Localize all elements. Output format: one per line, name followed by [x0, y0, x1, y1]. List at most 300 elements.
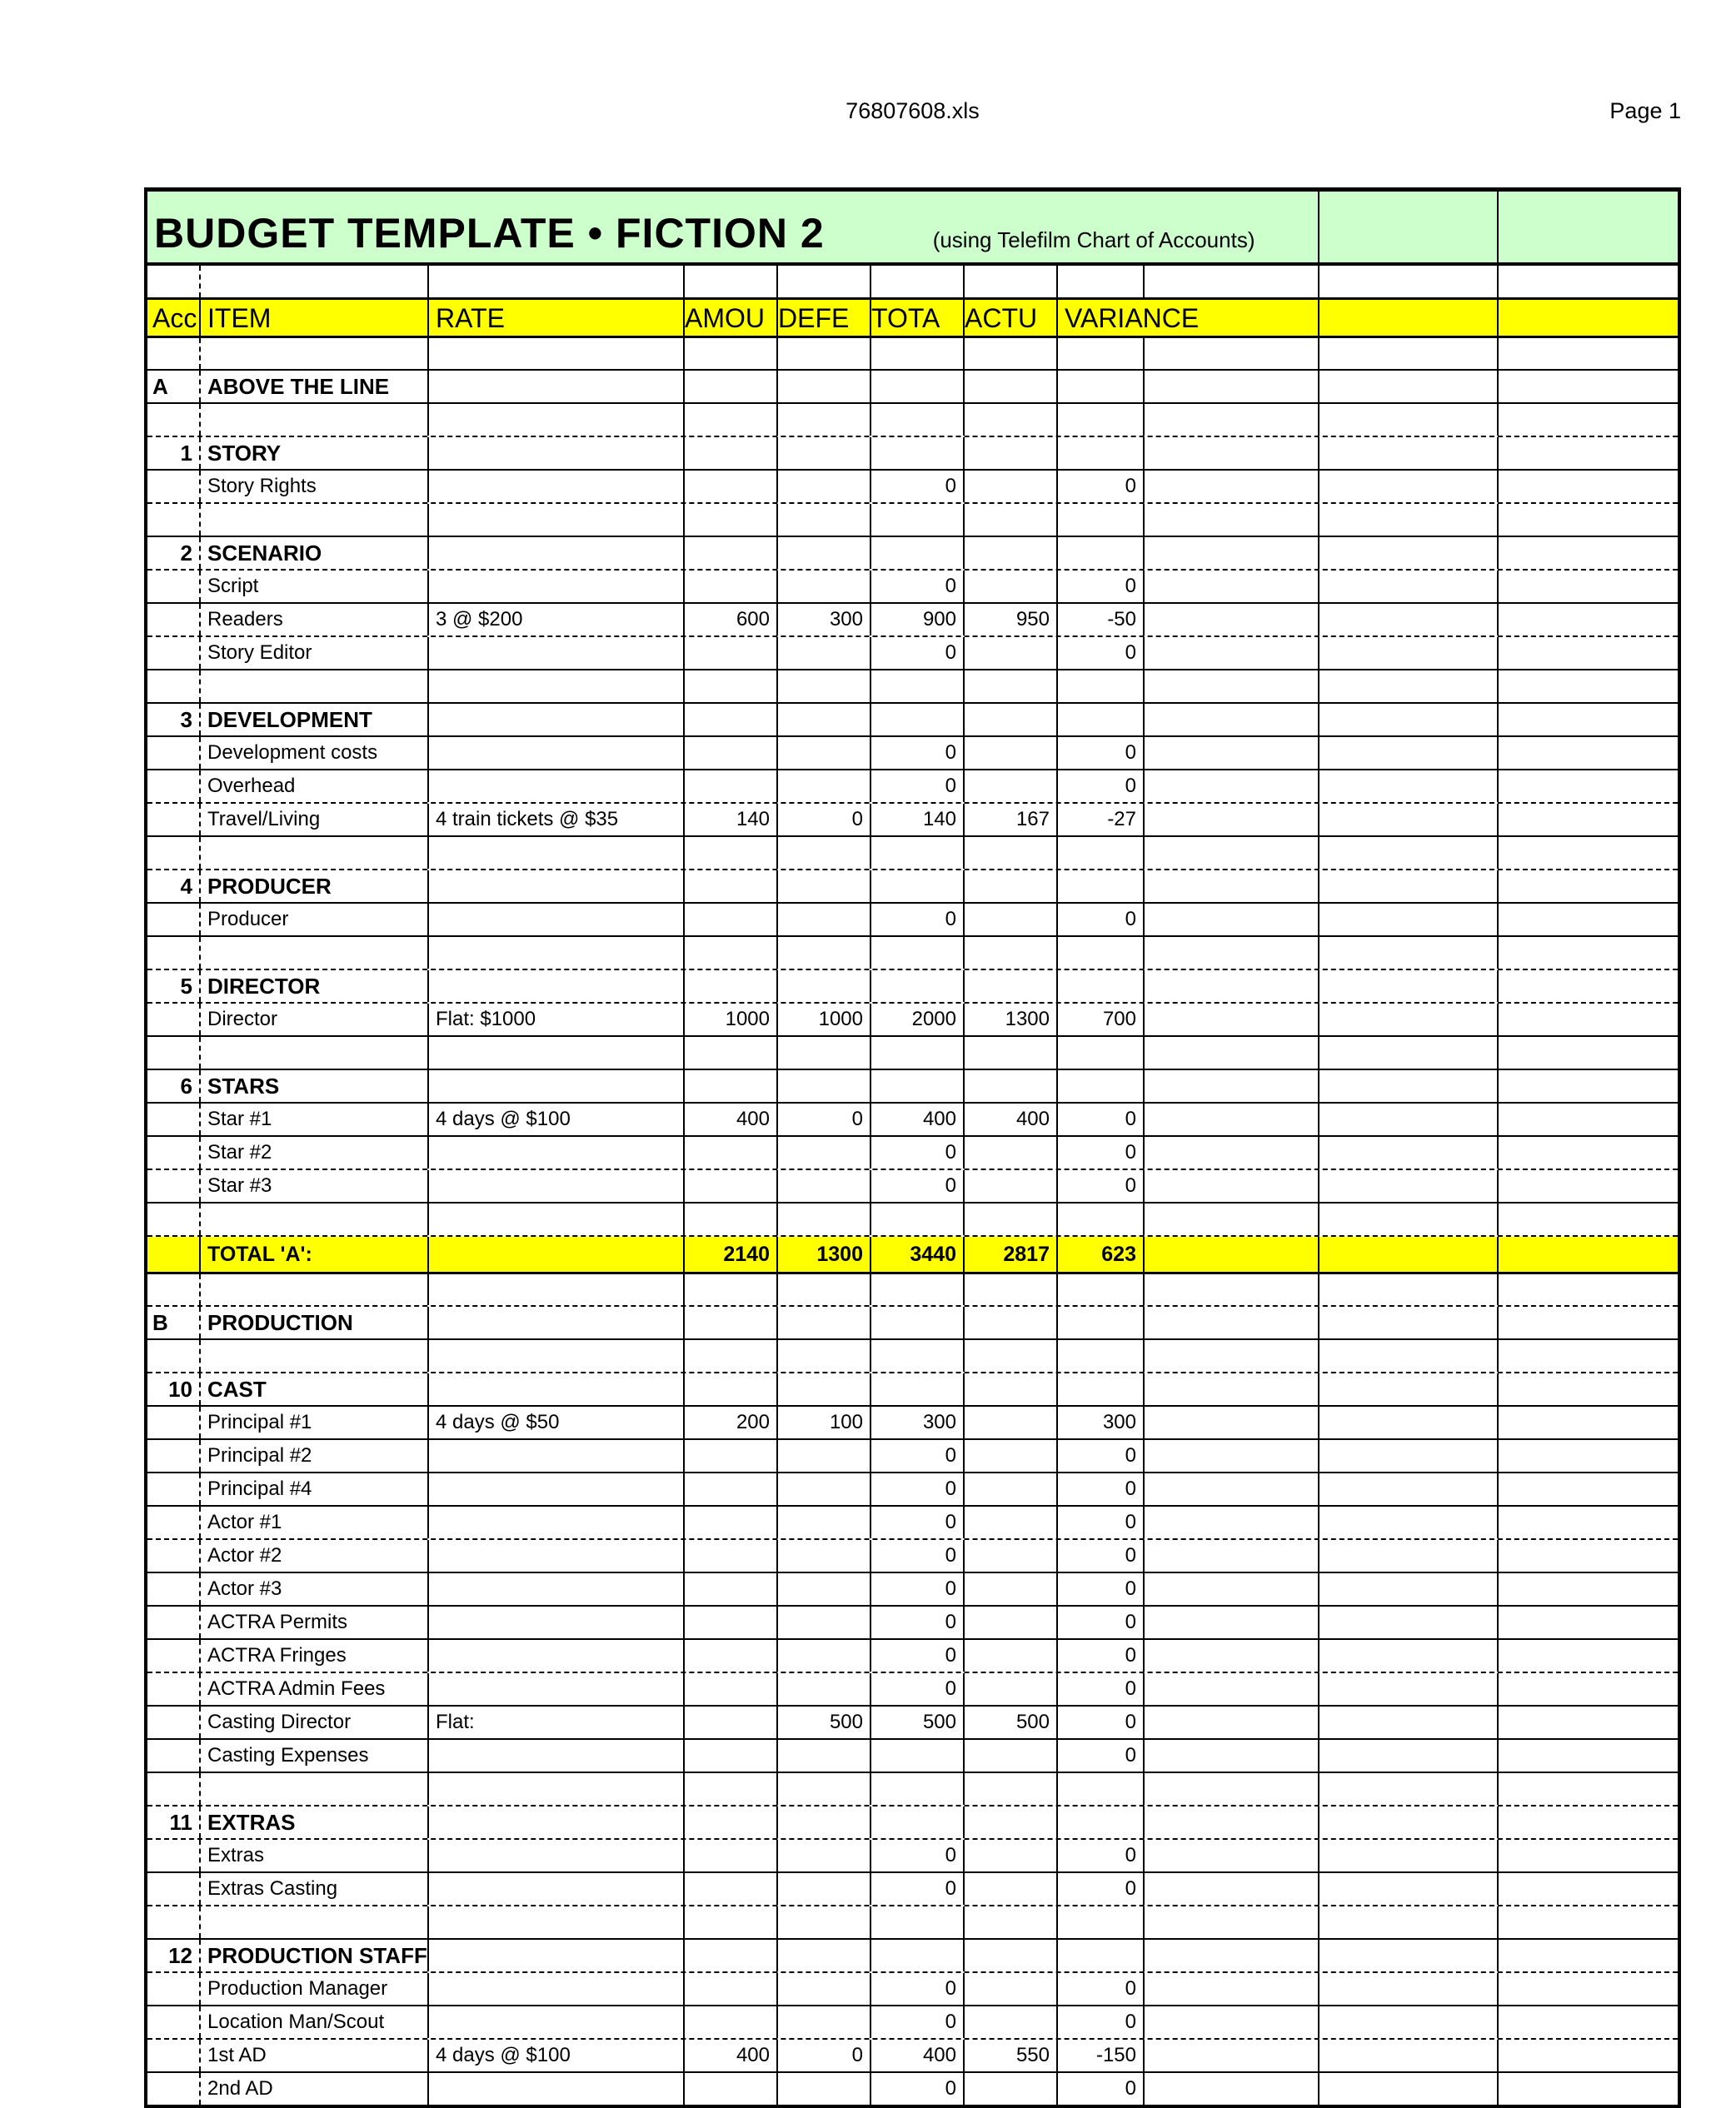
empty-cell — [1499, 404, 1678, 436]
cell-variance: 0 — [1058, 2006, 1145, 2038]
cell-amount — [685, 1507, 778, 1538]
cell-variance: 0 — [1058, 1137, 1145, 1169]
empty-cell — [1145, 804, 1319, 835]
cell-actual — [965, 1170, 1058, 1202]
cell-item: DIRECTOR — [201, 970, 429, 1002]
cell-actual — [965, 1070, 1058, 1102]
cell-variance: 0 — [1058, 1740, 1145, 1772]
cell-total: 0 — [871, 571, 965, 602]
cell-rate — [429, 571, 685, 602]
table-row-production-staff — [147, 1938, 1678, 1971]
cell-variance: 0 — [1058, 1507, 1145, 1538]
table-row-location-man-scout — [147, 2005, 1678, 2038]
cell-item — [201, 1906, 429, 1938]
empty-cell — [1319, 1707, 1499, 1738]
cell-rate — [429, 837, 685, 869]
empty-cell — [1499, 1340, 1678, 1372]
cell-amount — [685, 737, 778, 769]
empty-cell — [1499, 1707, 1678, 1738]
cell-actual — [965, 1407, 1058, 1438]
cell-defer — [778, 371, 871, 402]
empty-cell — [1319, 1407, 1499, 1438]
table-row-spacer-18 — [147, 835, 1678, 869]
cell-acc — [147, 1104, 201, 1135]
empty-cell — [1145, 1237, 1319, 1272]
empty-cell — [1319, 1807, 1499, 1838]
empty-cell — [1319, 338, 1499, 369]
empty-cell — [1319, 571, 1499, 602]
cell-defer — [778, 338, 871, 369]
cell-variance: 0 — [1058, 1473, 1145, 1505]
cell-defer — [778, 1274, 871, 1305]
empty-cell — [1499, 1307, 1678, 1338]
empty-cell — [1319, 637, 1499, 669]
empty-cell — [1145, 1740, 1319, 1772]
cell-total — [871, 404, 965, 436]
cell-variance — [1058, 1307, 1145, 1338]
cell-rate — [429, 2006, 685, 2038]
cell-total — [871, 504, 965, 536]
cell-total — [871, 338, 965, 369]
table-row-producer — [147, 902, 1678, 935]
cell-amount — [685, 1640, 778, 1672]
cell-total: 0 — [871, 904, 965, 935]
cell-acc — [147, 504, 201, 536]
cell-acc — [147, 937, 201, 969]
cell-variance — [1058, 1340, 1145, 1372]
cell-actual — [965, 1740, 1058, 1772]
empty-cell — [1145, 1407, 1319, 1438]
empty-cell — [1499, 371, 1678, 402]
cell-item: PRODUCER — [201, 870, 429, 902]
cell-acc — [147, 1407, 201, 1438]
empty-cell — [1499, 737, 1678, 769]
empty-cell — [1319, 770, 1499, 802]
cell-variance: -150 — [1058, 2040, 1145, 2071]
cell-amount: 2140 — [685, 1237, 778, 1272]
cell-defer — [778, 571, 871, 602]
cell-defer: 1000 — [778, 1004, 871, 1035]
cell-rate — [429, 1640, 685, 1672]
cell-actual — [965, 537, 1058, 569]
empty-cell — [1145, 1373, 1319, 1405]
cell-total: 0 — [871, 2006, 965, 2038]
empty-cell — [1499, 2073, 1678, 2105]
cell-acc: 3 — [147, 704, 201, 735]
cell-defer: 0 — [778, 2040, 871, 2071]
cell-actual — [965, 1840, 1058, 1871]
empty-cell — [1145, 1307, 1319, 1338]
cell-amount — [685, 371, 778, 402]
cell-acc — [147, 1137, 201, 1169]
cell-defer — [778, 1507, 871, 1538]
empty-cell — [1145, 1807, 1319, 1838]
cell-defer: 0 — [778, 804, 871, 835]
empty-cell — [1319, 192, 1499, 262]
cell-variance: 0 — [1058, 770, 1145, 802]
empty-cell — [1499, 1473, 1678, 1505]
empty-cell — [1145, 1037, 1319, 1069]
cell-item — [201, 670, 429, 702]
cell-item: Script — [201, 571, 429, 602]
cell-defer — [778, 1973, 871, 2005]
empty-cell — [1499, 1204, 1678, 1235]
cell-variance: 0 — [1058, 637, 1145, 669]
cell-actual: 500 — [965, 1707, 1058, 1738]
empty-cell — [1319, 1274, 1499, 1305]
cell-acc: B — [147, 1307, 201, 1338]
cell-variance: 0 — [1058, 1973, 1145, 2005]
cell-rate — [429, 266, 685, 297]
cell-item — [201, 1274, 429, 1305]
table-row-spacer-24 — [147, 1035, 1678, 1069]
cell-variance — [1058, 1773, 1145, 1805]
cell-acc — [147, 1607, 201, 1638]
empty-cell — [1319, 1607, 1499, 1638]
table-row-principal-1 — [147, 1405, 1678, 1438]
table-row-extras — [147, 1838, 1678, 1871]
empty-cell — [1319, 1640, 1499, 1672]
empty-cell — [1319, 2006, 1499, 2038]
cell-rate — [429, 1204, 685, 1235]
cell-item: Overhead — [201, 770, 429, 802]
empty-cell — [1145, 637, 1319, 669]
empty-cell — [1499, 192, 1678, 262]
cell-defer — [778, 1906, 871, 1938]
cell-amount — [685, 1473, 778, 1505]
empty-cell — [1499, 637, 1678, 669]
cell-actual: 400 — [965, 1104, 1058, 1135]
cell-defer — [778, 1440, 871, 1472]
cell-actual — [965, 266, 1058, 297]
empty-cell — [1319, 1740, 1499, 1772]
cell-item: Development costs — [201, 737, 429, 769]
empty-cell — [1145, 1673, 1319, 1705]
cell-defer — [778, 266, 871, 297]
cell-acc — [147, 1507, 201, 1538]
empty-cell — [1499, 804, 1678, 835]
cell-actual — [965, 737, 1058, 769]
cell-total: 0 — [871, 770, 965, 802]
cell-variance — [1058, 1204, 1145, 1235]
cell-variance — [1058, 437, 1145, 469]
cell-item: Travel/Living — [201, 804, 429, 835]
cell-total: 0 — [871, 1873, 965, 1905]
cell-variance — [1058, 704, 1145, 735]
empty-cell — [1319, 737, 1499, 769]
empty-cell — [1499, 937, 1678, 969]
table-row-above-the-line — [147, 369, 1678, 402]
cell-total — [871, 1373, 965, 1405]
table-row-header-2 — [147, 297, 1678, 336]
cell-amount — [685, 970, 778, 1002]
cell-amount — [685, 1037, 778, 1069]
cell-defer — [778, 937, 871, 969]
empty-cell — [1145, 1873, 1319, 1905]
cell-total: 2000 — [871, 1004, 965, 1035]
cell-variance — [1058, 1070, 1145, 1102]
empty-cell — [1145, 1137, 1319, 1169]
cell-variance: 0 — [1058, 471, 1145, 502]
empty-cell — [1145, 1607, 1319, 1638]
cell-total — [871, 266, 965, 297]
cell-rate — [429, 1973, 685, 2005]
cell-variance: 0 — [1058, 1873, 1145, 1905]
empty-cell — [1319, 537, 1499, 569]
cell-amount — [685, 1673, 778, 1705]
empty-cell — [1319, 1204, 1499, 1235]
cell-actual — [965, 1440, 1058, 1472]
table-row-actra-admin-fees — [147, 1672, 1678, 1705]
cell-total: 0 — [871, 471, 965, 502]
empty-cell — [1145, 266, 1319, 297]
empty-cell — [1319, 371, 1499, 402]
cell-item: Production Manager — [201, 1973, 429, 2005]
table-row-producer — [147, 869, 1678, 902]
cell-variance — [1058, 870, 1145, 902]
cell-total: 0 — [871, 1840, 965, 1871]
empty-cell — [1145, 1204, 1319, 1235]
cell-item: Location Man/Scout — [201, 2006, 429, 2038]
table-row-spacer-31 — [147, 1272, 1678, 1305]
cell-amount: 400 — [685, 1104, 778, 1135]
cell-actual — [965, 1807, 1058, 1838]
cell-item — [201, 1773, 429, 1805]
cell-amount — [685, 837, 778, 869]
cell-item — [201, 937, 429, 969]
empty-cell — [1319, 266, 1499, 297]
cell-amount — [685, 770, 778, 802]
cell-variance — [1058, 1037, 1145, 1069]
empty-cell — [1145, 471, 1319, 502]
empty-cell — [1145, 1840, 1319, 1871]
empty-cell — [1499, 1740, 1678, 1772]
document-filename: 76807608.xls — [846, 98, 980, 123]
cell-amount — [685, 537, 778, 569]
cell-total — [871, 870, 965, 902]
table-row-actra-permits — [147, 1605, 1678, 1638]
empty-cell — [1499, 1440, 1678, 1472]
cell-item — [201, 1340, 429, 1372]
cell-rate: 4 train tickets @ $35 — [429, 804, 685, 835]
cell-total: 0 — [871, 1640, 965, 1672]
cell-amount — [685, 471, 778, 502]
cell-rate — [429, 1070, 685, 1102]
cell-amount — [685, 2073, 778, 2105]
cell-variance — [1058, 1940, 1145, 1971]
cell-item: Story Editor — [201, 637, 429, 669]
cell-actual — [965, 1204, 1058, 1235]
cell-rate — [429, 504, 685, 536]
cell-rate — [429, 904, 685, 935]
cell-acc — [147, 1840, 201, 1871]
empty-cell — [1145, 737, 1319, 769]
cell-actual — [965, 704, 1058, 735]
empty-cell — [1319, 1004, 1499, 1035]
table-row-story — [147, 436, 1678, 469]
cell-item: Casting Expenses — [201, 1740, 429, 1772]
empty-cell — [1319, 1237, 1499, 1272]
empty-cell — [1319, 1307, 1499, 1338]
empty-cell — [1145, 604, 1319, 635]
cell-actual — [965, 437, 1058, 469]
cell-acc — [147, 1673, 201, 1705]
empty-cell — [1499, 604, 1678, 635]
cell-amount — [685, 1170, 778, 1202]
empty-cell — [1319, 1873, 1499, 1905]
cell-acc — [147, 1274, 201, 1305]
table-row-actra-fringes — [147, 1638, 1678, 1672]
table-row-star-1 — [147, 1102, 1678, 1135]
empty-cell — [1319, 437, 1499, 469]
empty-cell — [1319, 670, 1499, 702]
empty-cell — [1145, 1104, 1319, 1135]
sheet-title-cell — [147, 192, 1319, 262]
empty-cell — [1145, 2040, 1319, 2071]
cell-rate — [429, 1807, 685, 1838]
cell-item — [201, 504, 429, 536]
empty-cell — [1319, 1373, 1499, 1405]
table-row-spacer-46 — [147, 1772, 1678, 1805]
column-header-variance: VARIANCE — [1058, 300, 1319, 336]
cell-defer: 100 — [778, 1407, 871, 1438]
cell-defer — [778, 1940, 871, 1971]
cell-actual — [965, 937, 1058, 969]
empty-cell — [1319, 1507, 1499, 1538]
cell-actual — [965, 1307, 1058, 1338]
cell-variance — [1058, 1274, 1145, 1305]
cell-actual — [965, 2006, 1058, 2038]
empty-cell — [1145, 1973, 1319, 2005]
cell-item: PRODUCTION STAFF — [201, 1940, 429, 1971]
table-row-story-editor — [147, 635, 1678, 669]
table-row-extras-casting — [147, 1871, 1678, 1905]
empty-cell — [1499, 1940, 1678, 1971]
cell-amount — [685, 1137, 778, 1169]
cell-amount — [685, 1906, 778, 1938]
empty-cell — [1319, 504, 1499, 536]
cell-defer — [778, 437, 871, 469]
cell-defer — [778, 2073, 871, 2105]
empty-cell — [1499, 571, 1678, 602]
cell-variance — [1058, 1373, 1145, 1405]
cell-rate — [429, 1507, 685, 1538]
empty-cell — [1499, 1873, 1678, 1905]
cell-item: Casting Director — [201, 1707, 429, 1738]
cell-defer — [778, 704, 871, 735]
cell-item: Actor #1 — [201, 1507, 429, 1538]
cell-defer — [778, 1473, 871, 1505]
cell-defer — [778, 1740, 871, 1772]
empty-cell — [1499, 1507, 1678, 1538]
cell-rate — [429, 1940, 685, 1971]
table-row-scenario — [147, 536, 1678, 569]
cell-acc: 12 — [147, 1940, 201, 1971]
cell-variance: 0 — [1058, 1104, 1145, 1135]
table-row-actor-3 — [147, 1572, 1678, 1605]
cell-amount — [685, 571, 778, 602]
cell-defer: 500 — [778, 1707, 871, 1738]
cell-actual — [965, 1973, 1058, 2005]
cell-item: Story Rights — [201, 471, 429, 502]
cell-rate — [429, 1237, 685, 1272]
cell-acc — [147, 1573, 201, 1605]
empty-cell — [1319, 1573, 1499, 1605]
empty-cell — [1319, 970, 1499, 1002]
page-number-label: Page 1 — [1609, 98, 1681, 123]
table-row-production — [147, 1305, 1678, 1338]
column-header-amount: AMOU — [685, 300, 778, 336]
cell-variance: 300 — [1058, 1407, 1145, 1438]
cell-defer — [778, 970, 871, 1002]
empty-cell — [1499, 1573, 1678, 1605]
cell-item: Star #1 — [201, 1104, 429, 1135]
cell-total: 0 — [871, 1573, 965, 1605]
cell-total — [871, 1204, 965, 1235]
cell-acc — [147, 737, 201, 769]
empty-cell — [1319, 837, 1499, 869]
cell-item — [201, 1037, 429, 1069]
cell-actual — [965, 571, 1058, 602]
cell-acc — [147, 1773, 201, 1805]
empty-cell — [1499, 1004, 1678, 1035]
empty-cell — [1145, 1473, 1319, 1505]
cell-defer — [778, 637, 871, 669]
cell-amount — [685, 1070, 778, 1102]
cell-acc — [147, 1037, 201, 1069]
cell-acc — [147, 670, 201, 702]
cell-amount — [685, 1807, 778, 1838]
cell-rate — [429, 770, 685, 802]
empty-cell — [1145, 437, 1319, 469]
cell-item: PRODUCTION — [201, 1307, 429, 1338]
cell-variance — [1058, 537, 1145, 569]
empty-cell — [1319, 404, 1499, 436]
cell-rate — [429, 437, 685, 469]
cell-item: Extras — [201, 1840, 429, 1871]
cell-item: Star #3 — [201, 1170, 429, 1202]
empty-cell — [1499, 1070, 1678, 1102]
empty-cell — [1145, 2006, 1319, 2038]
cell-acc — [147, 266, 201, 297]
cell-total: 0 — [871, 637, 965, 669]
cell-acc — [147, 338, 201, 369]
column-header-rate: RATE — [429, 300, 685, 336]
cell-defer — [778, 404, 871, 436]
cell-total: 900 — [871, 604, 965, 635]
cell-total — [871, 937, 965, 969]
cell-variance: -27 — [1058, 804, 1145, 835]
cell-actual — [965, 1773, 1058, 1805]
empty-cell — [1145, 870, 1319, 902]
cell-actual — [965, 1340, 1058, 1372]
column-header-defer: DEFE — [778, 300, 871, 336]
table-row-actor-1 — [147, 1505, 1678, 1538]
cell-variance: 0 — [1058, 737, 1145, 769]
cell-acc — [147, 1740, 201, 1772]
cell-variance: 0 — [1058, 1540, 1145, 1572]
cell-total: 500 — [871, 1707, 965, 1738]
cell-acc — [147, 837, 201, 869]
empty-cell — [1145, 504, 1319, 536]
cell-total — [871, 1940, 965, 1971]
cell-item: Readers — [201, 604, 429, 635]
empty-cell — [1499, 837, 1678, 869]
cell-defer — [778, 1573, 871, 1605]
cell-defer: 1300 — [778, 1237, 871, 1272]
cell-item: DEVELOPMENT — [201, 704, 429, 735]
cell-acc: 1 — [147, 437, 201, 469]
